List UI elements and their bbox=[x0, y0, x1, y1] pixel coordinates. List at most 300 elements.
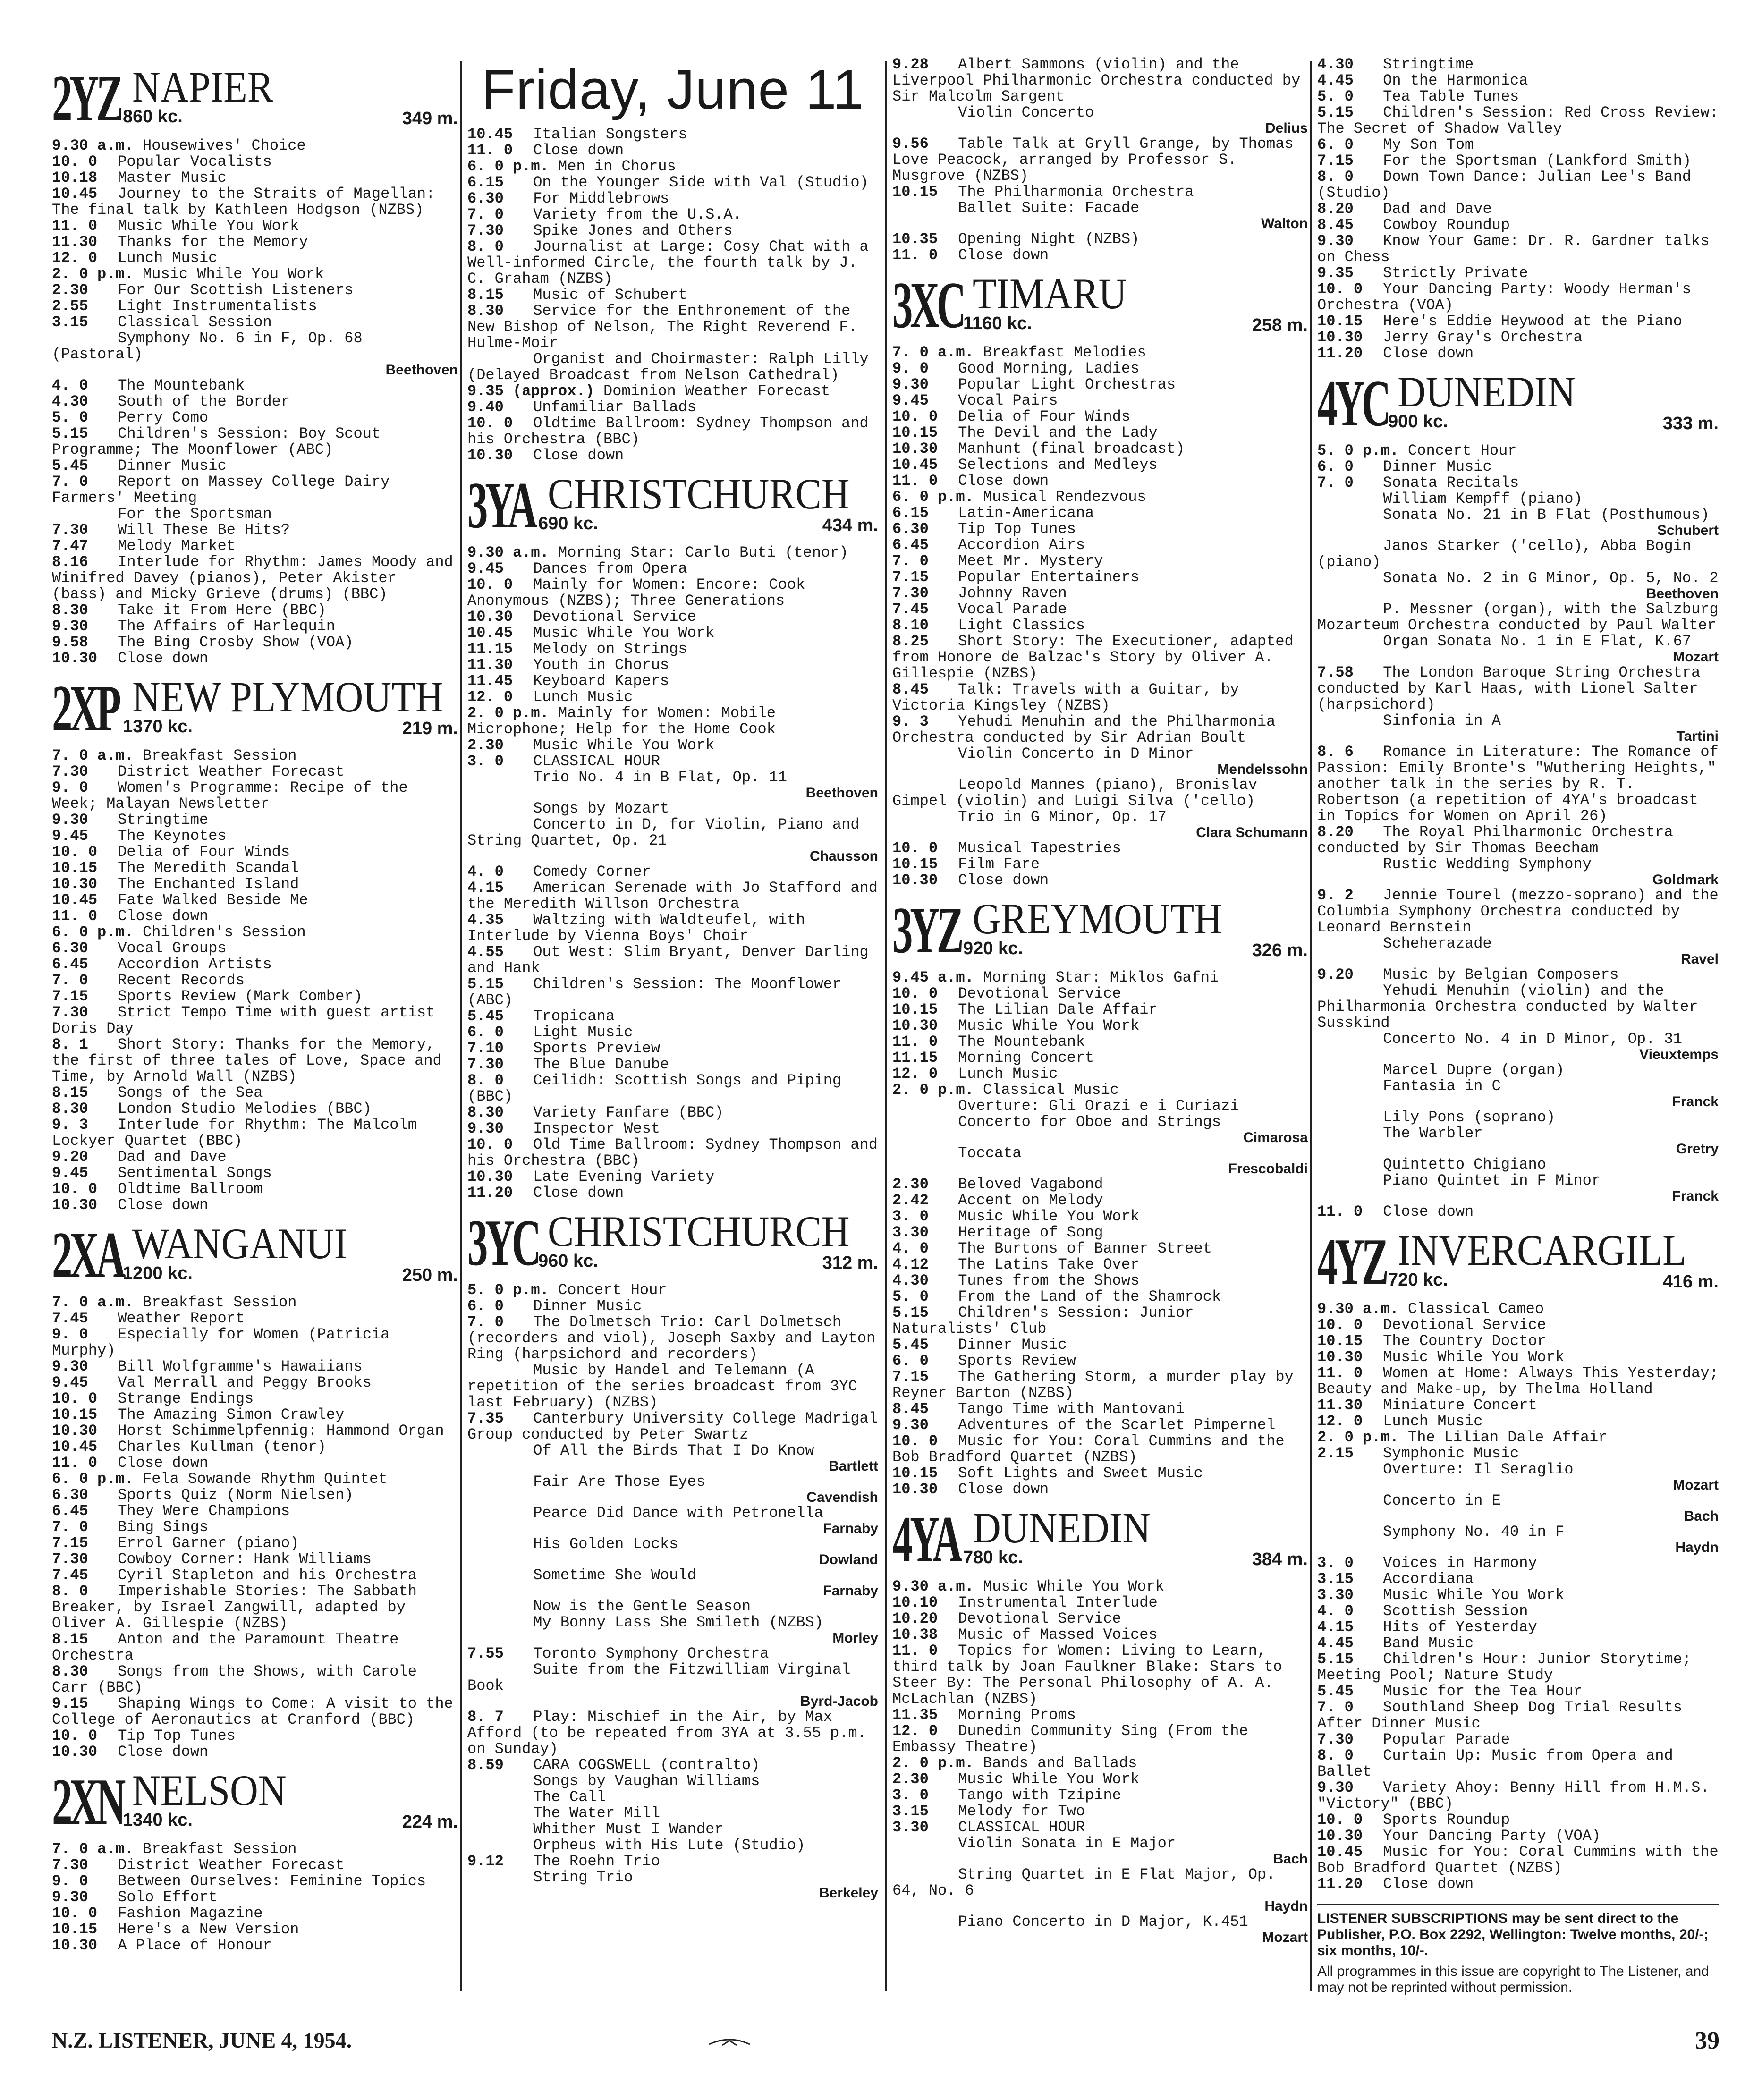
programme-item bbox=[52, 1535, 458, 1551]
programme-item bbox=[467, 1363, 878, 1411]
programme-title: Dinner Music bbox=[533, 1297, 642, 1315]
programme-title: Here's Eddie Heywood at the Piano bbox=[1383, 313, 1682, 330]
programme-title: Sonata Recitals bbox=[1383, 474, 1519, 491]
programme-title: The Keynotes bbox=[118, 827, 227, 845]
programme-time: 10.15 bbox=[52, 1406, 98, 1423]
programme-title: Voices in Harmony bbox=[1383, 1554, 1537, 1572]
programme-title: Dominion Weather Forecast bbox=[603, 382, 830, 400]
programme-title: For the Sportsman (Lankford Smith) bbox=[1383, 152, 1692, 169]
programme-title: Variety Ahoy: Benny Hill from H.M.S. "Victory" (BBC) bbox=[1317, 1779, 1719, 1812]
programme-title: Canterbury University College Madrigal Group conducted by Peter Swartz bbox=[467, 1410, 887, 1443]
programme-title: Close down bbox=[533, 1184, 624, 1202]
station-frequency: 920 kc. bbox=[963, 939, 1023, 958]
programme-time: 7. 0 a.m. bbox=[52, 747, 134, 764]
station-callsign: 3XC bbox=[892, 269, 964, 342]
station-callsign: 2XP bbox=[52, 672, 119, 745]
programme-title: The Lilian Dale Affair bbox=[958, 1001, 1158, 1018]
programme-item bbox=[1317, 824, 1719, 856]
programme-title: A Place of Honour bbox=[118, 1937, 272, 1954]
programme-time: 9.45 bbox=[467, 560, 504, 577]
programme-title: The Enchanted Island bbox=[118, 875, 299, 893]
programme-time: 8.45 bbox=[1317, 216, 1354, 234]
programme-title: Close down bbox=[118, 907, 209, 925]
programme-time: 10.45 bbox=[52, 891, 98, 909]
programme-time: 7.45 bbox=[52, 1567, 88, 1584]
programme-time: 10.30 bbox=[892, 440, 938, 457]
programme-time: 10.30 bbox=[467, 447, 513, 464]
programme-item bbox=[52, 973, 458, 989]
programme-time: 10.30 bbox=[1317, 329, 1363, 346]
programme-item bbox=[892, 1002, 1308, 1018]
programme-title: Scheherazade bbox=[1383, 935, 1492, 952]
programme-item bbox=[892, 553, 1308, 569]
programme-time: 7.15 bbox=[1317, 152, 1354, 169]
programme-title: CARA COGSWELL (contralto) bbox=[533, 1756, 760, 1774]
programme-title: Breakfast Session bbox=[143, 1294, 297, 1311]
programme-title: Bill Wolfgramme's Hawaiians bbox=[118, 1358, 363, 1375]
programme-item bbox=[52, 154, 458, 170]
programme-item bbox=[467, 689, 878, 705]
programme-item bbox=[892, 1755, 1308, 1771]
programme-time: 9.35 bbox=[1317, 264, 1354, 282]
programme-item bbox=[892, 1050, 1308, 1066]
programme-title: Here's a New Version bbox=[118, 1921, 299, 1938]
composer-name: Cimarosa bbox=[1243, 1130, 1308, 1145]
programme-title: Women's Programme: Recipe of the Week; Malayan Newsletter bbox=[52, 779, 417, 813]
programme-time: 3.15 bbox=[1317, 1570, 1354, 1588]
programme-time: 10. 0 bbox=[52, 1180, 98, 1198]
programme-title: Topics for Women: Living to Learn, third talk by Joan Faulkner Blake: Stars to Steer By: The Personal Philosophy of A. A. McLachlan (NZBS) bbox=[892, 1642, 1291, 1708]
programme-item bbox=[1317, 346, 1719, 362]
programme-title: The Philharmonia Orchestra bbox=[958, 183, 1194, 201]
programme-item bbox=[467, 1838, 878, 1854]
programme-title: Oldtime Ballroom: Sydney Thompson and his Orchestra (BBC) bbox=[467, 415, 878, 448]
programme-title: Lunch Music bbox=[533, 688, 633, 706]
programme-title: Close down bbox=[958, 472, 1049, 490]
programme-time: 11.45 bbox=[467, 672, 513, 690]
programme-time: 11. 0 bbox=[52, 1454, 98, 1472]
programme-time: 11.20 bbox=[1317, 345, 1363, 362]
programme-time: 8.15 bbox=[52, 1631, 88, 1648]
programme-title: My Bonny Lass She Smileth (NZBS) bbox=[533, 1614, 823, 1631]
programme-title: Know Your Game: Dr. R. Gardner talks on Chess bbox=[1317, 232, 1719, 266]
programme-title: CLASSICAL HOUR bbox=[958, 1819, 1085, 1836]
programme-item bbox=[892, 1018, 1308, 1034]
programme-time: 10. 0 bbox=[467, 1136, 513, 1153]
programme-item bbox=[52, 844, 458, 860]
programme-time: 10. 0 bbox=[52, 843, 98, 861]
programme-item bbox=[52, 989, 458, 1005]
programme-item bbox=[467, 191, 878, 207]
station-header bbox=[52, 673, 458, 744]
programme-item bbox=[467, 415, 878, 448]
programme-time: 10. 0 bbox=[52, 1905, 98, 1922]
station-wavelength: 258 m. bbox=[1252, 315, 1308, 335]
programme-item bbox=[467, 1105, 878, 1121]
programme-item bbox=[892, 1034, 1308, 1050]
programme-time: 10.30 bbox=[52, 1743, 98, 1761]
programme-title: The Affairs of Harlequin bbox=[118, 618, 336, 635]
programme-time: 8. 0 bbox=[1317, 168, 1354, 186]
programme-title: Delia of Four Winds bbox=[958, 408, 1131, 425]
station-callsign: 3YC bbox=[467, 1206, 539, 1279]
programme-item bbox=[52, 1632, 458, 1664]
programme-time: 7. 0 a.m. bbox=[52, 1294, 134, 1311]
composer-name: Frescobaldi bbox=[1228, 1161, 1308, 1177]
composer-name: Franck bbox=[1672, 1188, 1719, 1204]
copyright-note: All programmes in this issue are copyright to The Listener, and may not be reprinted without permission. bbox=[1317, 1964, 1709, 1995]
programme-item bbox=[467, 879, 887, 913]
programme-title: Tip Top Tunes bbox=[958, 520, 1076, 538]
programme-item bbox=[892, 1209, 1308, 1225]
programme-time: 6. 0 bbox=[1317, 458, 1354, 475]
programme-time: 7. 0 bbox=[52, 1518, 88, 1536]
column-4 bbox=[1317, 56, 1728, 2001]
programme-item bbox=[1317, 233, 1719, 265]
programme-time: 10.15 bbox=[1317, 1332, 1363, 1350]
station-header bbox=[52, 1220, 458, 1291]
programme-item bbox=[1317, 217, 1719, 233]
programme-time: 10. 0 bbox=[892, 1432, 938, 1450]
programme-time: 6. 0 p.m. bbox=[892, 488, 974, 506]
programme-title: Fate Walked Beside Me bbox=[118, 891, 308, 909]
programme-title: Sinfonia in A bbox=[1383, 712, 1501, 729]
programme-item bbox=[467, 399, 878, 415]
station-frequency: 1200 kc. bbox=[123, 1263, 193, 1283]
programme-time: 8.15 bbox=[467, 286, 504, 304]
programme-title: Mainly for Women: Mobile Microphone; Help for the Home Cook bbox=[467, 704, 785, 738]
programme-item bbox=[892, 1579, 1308, 1595]
programme-time: 6. 0 bbox=[467, 1297, 504, 1315]
programme-title: Hits of Yesterday bbox=[1383, 1618, 1537, 1636]
programme-title: The Lilian Dale Affair bbox=[1408, 1429, 1608, 1446]
programme-item bbox=[1317, 1364, 1728, 1398]
programme-item bbox=[467, 1410, 887, 1443]
composer-name: Farnaby bbox=[823, 1521, 878, 1536]
programme-item bbox=[467, 1615, 878, 1631]
programme-item bbox=[1317, 1603, 1719, 1619]
programme-time: 12. 0 bbox=[892, 1065, 938, 1083]
programme-item bbox=[892, 1820, 1308, 1836]
programme-item bbox=[467, 657, 878, 673]
programme-title: Anton and the Paramount Theatre Orchestra bbox=[52, 1631, 408, 1664]
programme-title: Morning Proms bbox=[958, 1706, 1076, 1724]
programme-item bbox=[892, 1337, 1308, 1353]
composer-name: Haydn bbox=[1264, 1898, 1308, 1914]
station-wavelength: 219 m. bbox=[402, 719, 458, 738]
programme-time: 8.30 bbox=[52, 601, 88, 619]
programme-title: Lunch Music bbox=[1383, 1413, 1483, 1430]
programme-title: Piano Concerto in D Major, K.451 bbox=[958, 1913, 1248, 1931]
programme-item bbox=[467, 641, 878, 657]
programme-time: 11.30 bbox=[467, 656, 513, 674]
programme-time: 3. 0 bbox=[1317, 1554, 1354, 1572]
programme-title: Symphony No. 6 in F, Op. 68 (Pastoral) bbox=[52, 330, 372, 363]
programme-item bbox=[1317, 983, 1719, 1031]
programme-item bbox=[52, 1873, 458, 1889]
programme-item bbox=[467, 1313, 885, 1363]
programme-title: Piano Quintet in F Minor bbox=[1383, 1172, 1601, 1189]
programme-item bbox=[1317, 313, 1719, 330]
programme-item bbox=[467, 561, 878, 577]
programme-time: 7.30 bbox=[1317, 1731, 1354, 1748]
programme-time: 6. 0 p.m. bbox=[467, 158, 549, 175]
programme-title: The Warbler bbox=[1383, 1125, 1483, 1142]
programme-time: 11.30 bbox=[52, 233, 98, 251]
programme-title: Children's Session bbox=[143, 923, 306, 941]
programme-item bbox=[892, 809, 1308, 825]
programme-time: 2. 0 p.m. bbox=[1317, 1429, 1399, 1446]
programme-item bbox=[52, 1841, 458, 1857]
programme-time: 10.10 bbox=[892, 1594, 938, 1611]
programme-item bbox=[1317, 1748, 1719, 1780]
programme-item bbox=[1317, 89, 1719, 105]
programme-title: Tango Time with Mantovani bbox=[958, 1400, 1185, 1418]
programme-item bbox=[52, 314, 458, 330]
programme-item bbox=[467, 1136, 887, 1169]
programme-time: 11. 0 bbox=[892, 472, 938, 490]
programme-time: 8.30 bbox=[467, 1104, 504, 1121]
programme-title: The Meredith Scandal bbox=[118, 859, 299, 877]
programme-item bbox=[1317, 1126, 1719, 1142]
programme-item bbox=[1317, 153, 1719, 169]
programme-time: 9.45 bbox=[52, 1374, 88, 1391]
programme-title: Songs from the Shows, with Carole Carr (BBC) bbox=[52, 1663, 426, 1696]
programme-item bbox=[892, 601, 1308, 618]
programme-item bbox=[892, 634, 1308, 682]
station-frequency: 860 kc. bbox=[123, 107, 183, 127]
programme-item bbox=[892, 521, 1308, 537]
station-callsign: 2XN bbox=[52, 1765, 123, 1838]
station-city: NELSON bbox=[132, 1766, 287, 1814]
composer-name: Beethoven bbox=[805, 785, 878, 801]
programme-time: 4.12 bbox=[892, 1256, 929, 1273]
programme-title: Marcel Dupre (organ) bbox=[1383, 1061, 1565, 1079]
programme-item bbox=[892, 457, 1308, 473]
programme-title: Your Dancing Party: Woody Herman's Orchestra (VOA) bbox=[1317, 280, 1701, 314]
programme-title: Pearce Did Dance with Petronella bbox=[533, 1504, 823, 1522]
programme-title: Vocal Parade bbox=[958, 601, 1067, 618]
programme-title: Cyril Stapleton and his Orchestra bbox=[118, 1567, 417, 1584]
composer-name: Tartini bbox=[1676, 728, 1719, 744]
programme-title: Ceilidh: Scottish Songs and Piping (BBC) bbox=[467, 1072, 851, 1105]
programme-item bbox=[52, 298, 458, 314]
station-wavelength: 384 m. bbox=[1252, 1550, 1308, 1569]
programme-item bbox=[467, 239, 878, 287]
programme-item bbox=[52, 1551, 458, 1567]
programme-time: 10. 0 bbox=[52, 153, 98, 170]
programme-time: 10.45 bbox=[467, 624, 513, 642]
programme-title: Women at Home: Always This Yesterday; Beauty and Make-up, by Thelma Holland bbox=[1317, 1364, 1728, 1398]
programme-title: Table Talk at Gryll Grange, by Thomas Love Peacock, arranged by Professor S. Musgrove (NZBS) bbox=[892, 135, 1303, 185]
programme-time: 10. 0 bbox=[52, 1727, 98, 1744]
programme-time: 10.30 bbox=[892, 1017, 938, 1034]
programme-item bbox=[467, 448, 878, 464]
programme-title: Val Merrall and Peggy Brooks bbox=[118, 1374, 372, 1391]
programme-item bbox=[52, 1857, 458, 1873]
programme-item bbox=[467, 303, 878, 351]
programme-time: 11.35 bbox=[892, 1706, 938, 1724]
programme-title: Fantasia in C bbox=[1383, 1077, 1501, 1095]
programme-time: 9.20 bbox=[52, 1148, 88, 1166]
station-callsign: 2XA bbox=[52, 1219, 123, 1292]
programme-item bbox=[467, 159, 878, 175]
programme-time: 4.55 bbox=[467, 943, 504, 961]
programme-time: 7.15 bbox=[892, 568, 929, 586]
programme-time: 11.15 bbox=[892, 1049, 938, 1067]
programme-time: 10.30 bbox=[467, 1168, 513, 1185]
programme-time: 3. 0 bbox=[892, 1208, 929, 1225]
station-wavelength: 326 m. bbox=[1252, 940, 1308, 960]
composer-name: Franck bbox=[1672, 1094, 1719, 1109]
programme-title: Concerto in E bbox=[1383, 1492, 1501, 1509]
programme-item bbox=[467, 1854, 878, 1870]
programme-item bbox=[467, 944, 878, 976]
programme-time: 2.30 bbox=[52, 281, 88, 299]
programme-time: 8. 0 bbox=[467, 238, 504, 255]
programme-item bbox=[52, 1391, 458, 1407]
programme-time: 5. 0 p.m. bbox=[1317, 442, 1399, 459]
programme-time: 7.55 bbox=[467, 1645, 504, 1662]
station-header bbox=[467, 1208, 878, 1279]
programme-item bbox=[1317, 1173, 1719, 1189]
programme-time: 11.30 bbox=[1317, 1397, 1363, 1414]
programme-title: Yehudi Menuhin (violin) and the Philharmonia Orchestra conducted by Walter Susskind bbox=[1317, 982, 1707, 1032]
programme-item bbox=[52, 1327, 458, 1359]
programme-time: 5. 0 bbox=[1317, 88, 1354, 105]
programme-time: 2.42 bbox=[892, 1192, 929, 1209]
programme-item bbox=[892, 377, 1308, 393]
programme-time: 9.35 (approx.) bbox=[467, 382, 594, 400]
programme-title: Fela Sowande Rhythm Quintet bbox=[143, 1470, 388, 1488]
programme-time: 10.15 bbox=[892, 1001, 938, 1018]
programme-time: 6.30 bbox=[52, 1486, 88, 1504]
programme-title: My Son Tom bbox=[1383, 136, 1474, 153]
programme-item bbox=[52, 1439, 458, 1455]
programme-item bbox=[892, 777, 1308, 809]
programme-item bbox=[892, 441, 1308, 457]
programme-time: 9.45 a.m. bbox=[892, 969, 974, 986]
programme-item bbox=[52, 812, 458, 828]
programme-title: Keyboard Kapers bbox=[533, 672, 669, 690]
programme-time: 3. 0 bbox=[892, 1787, 929, 1804]
programme-title: Breakfast Melodies bbox=[983, 344, 1146, 361]
programme-title: Music While You Work bbox=[958, 1208, 1140, 1225]
station-header bbox=[52, 63, 458, 134]
programme-item bbox=[892, 840, 1308, 856]
programme-time: 11.20 bbox=[467, 1184, 513, 1202]
programme-item bbox=[467, 625, 878, 641]
programme-item bbox=[892, 746, 1308, 762]
programme-item bbox=[52, 1423, 458, 1439]
programme-title: Music for You: Coral Cummins with the Bob Bradford Quartet (NZBS) bbox=[1317, 1843, 1728, 1877]
programme-title: Film Fare bbox=[958, 855, 1040, 873]
programme-title: Janos Starker ('cello), Abba Bogin (piano) bbox=[1317, 537, 1701, 571]
programme-title: Songs of the Sea bbox=[118, 1084, 263, 1101]
programme-title: Opening Night (NZBS) bbox=[958, 230, 1140, 248]
programme-item bbox=[892, 184, 1308, 200]
programme-title: They Were Champions bbox=[118, 1502, 290, 1520]
programme-time: 7.15 bbox=[52, 988, 88, 1005]
programme-title: Close down bbox=[958, 872, 1049, 889]
programme-title: Fashion Magazine bbox=[118, 1905, 263, 1922]
programme-item bbox=[892, 1707, 1308, 1723]
programme-title: Concerto No. 4 in D Minor, Op. 31 bbox=[1383, 1030, 1682, 1048]
programme-time: 8.10 bbox=[892, 617, 929, 634]
programme-item bbox=[1317, 967, 1719, 983]
programme-item bbox=[1317, 743, 1728, 825]
programme-item bbox=[467, 1041, 878, 1057]
programme-item bbox=[467, 175, 878, 191]
programme-item bbox=[52, 1922, 458, 1938]
programme-time: 10.15 bbox=[892, 183, 938, 201]
programme-title: Violin Concerto in D Minor bbox=[958, 745, 1194, 762]
programme-item bbox=[52, 474, 458, 506]
programme-item bbox=[467, 1474, 878, 1490]
programme-time: 8. 7 bbox=[467, 1708, 504, 1726]
programme-title: Scottish Session bbox=[1383, 1602, 1528, 1620]
programme-title: String Quartet in E Flat Major, Op. 64, No. 6 bbox=[892, 1866, 1285, 1899]
programme-title: Band Music bbox=[1383, 1634, 1474, 1652]
programme-time: 7.30 bbox=[52, 1004, 88, 1021]
programme-title: Sports Quiz (Norm Nielsen) bbox=[118, 1486, 354, 1504]
programme-time: 5.15 bbox=[1317, 104, 1354, 121]
page-day-title: Friday, June 11 bbox=[481, 59, 864, 121]
programme-item bbox=[892, 1867, 1308, 1899]
programme-time: 12. 0 bbox=[892, 1722, 938, 1740]
composer-name: Cavendish bbox=[806, 1490, 878, 1505]
programme-item bbox=[467, 1536, 878, 1552]
programme-item bbox=[467, 705, 878, 737]
programme-item bbox=[52, 1744, 458, 1760]
programme-time: 11. 0 bbox=[1317, 1203, 1363, 1220]
programme-title: Children's Session: Red Cross Review: The Secret of Shadow Valley bbox=[1317, 104, 1728, 137]
programme-time: 5.45 bbox=[1317, 1683, 1354, 1700]
programme-time: 6. 0 p.m. bbox=[52, 1470, 134, 1488]
station-frequency: 1340 kc. bbox=[123, 1810, 193, 1830]
programme-item bbox=[467, 207, 878, 223]
composer-name: Walton bbox=[1261, 216, 1308, 231]
programme-title: District Weather Forecast bbox=[118, 1856, 345, 1874]
programme-title: Music by Belgian Composers bbox=[1383, 966, 1619, 983]
programme-title: Sports Preview bbox=[533, 1040, 661, 1057]
programme-time: 8.30 bbox=[52, 1100, 88, 1118]
programme-title: Dinner Music bbox=[958, 1336, 1067, 1354]
programme-time: 6.30 bbox=[467, 190, 504, 207]
programme-title: Whither Must I Wander bbox=[533, 1821, 724, 1838]
programme-item bbox=[892, 200, 1308, 216]
programme-time: 5.15 bbox=[1317, 1651, 1354, 1668]
programme-title: Between Ourselves: Feminine Topics bbox=[118, 1872, 426, 1890]
programme-time: 7. 0 bbox=[467, 1313, 504, 1331]
programme-title: Trio in G Minor, Op. 17 bbox=[958, 808, 1167, 826]
station-frequency: 690 kc. bbox=[538, 514, 598, 533]
programme-time: 7.15 bbox=[52, 1534, 88, 1552]
programme-time: 6.15 bbox=[892, 504, 929, 522]
programme-title: Southland Sheep Dog Trial Results After Dinner Music bbox=[1317, 1699, 1692, 1732]
programme-time: 7. 0 bbox=[1317, 474, 1354, 491]
programme-title: Heritage of Song bbox=[958, 1224, 1103, 1241]
programme-time: 12. 0 bbox=[467, 688, 513, 706]
programme-item bbox=[52, 1583, 458, 1632]
programme-title: Overture: Gli Orazi e i Curiazi bbox=[958, 1097, 1239, 1115]
programme-item bbox=[892, 1082, 1308, 1098]
programme-time: 10. 0 bbox=[1317, 1316, 1363, 1334]
programme-title: Rustic Wedding Symphony bbox=[1383, 855, 1592, 873]
programme-item bbox=[1317, 856, 1719, 872]
programme-title: Dad and Dave bbox=[118, 1148, 227, 1166]
programme-time: 7.30 bbox=[892, 584, 929, 602]
